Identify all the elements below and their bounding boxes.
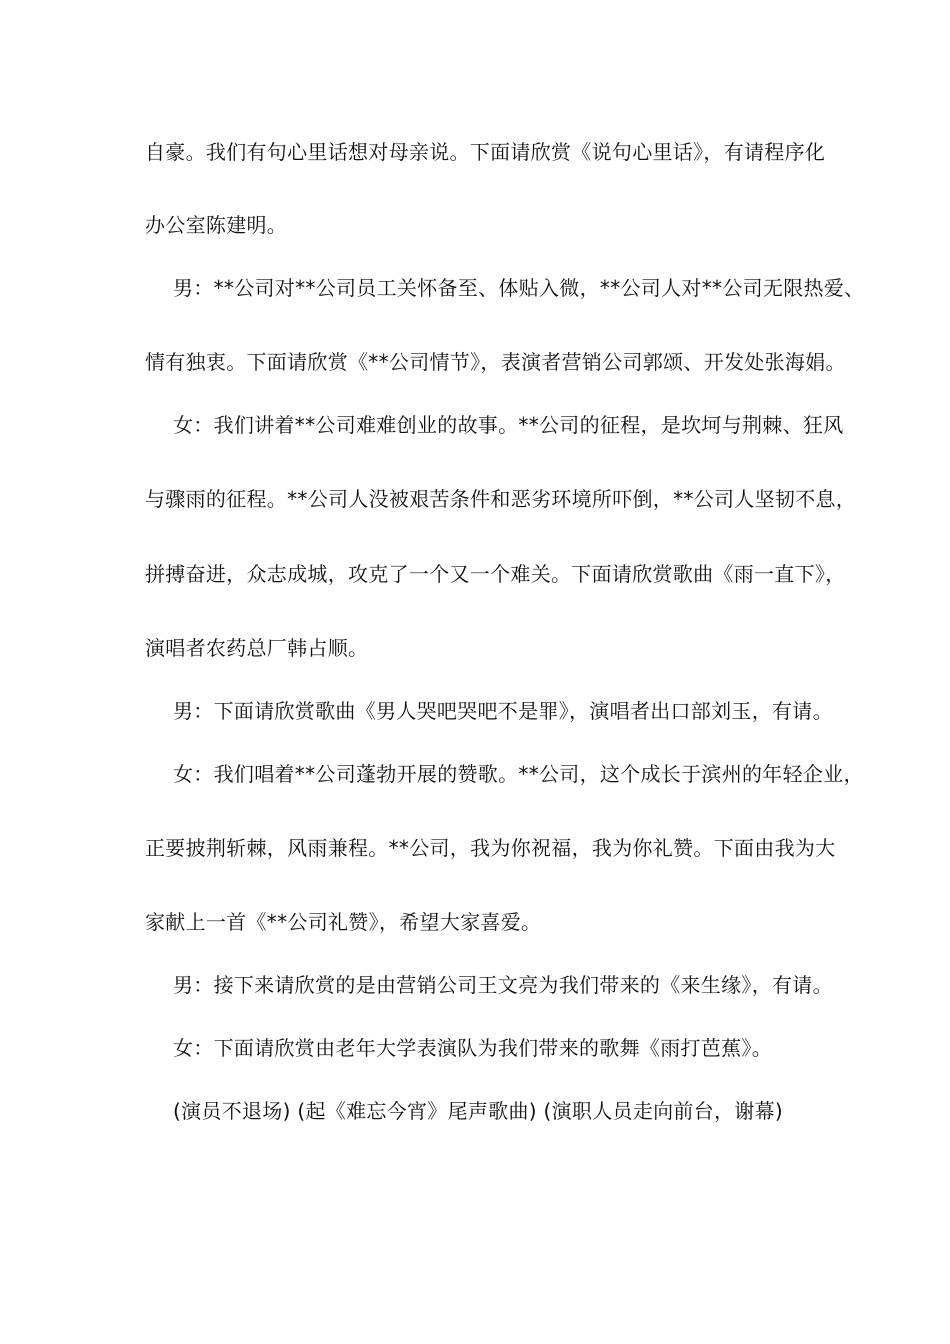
text-line: 女：下面请欣赏由老年大学表演队为我们带来的歌舞《雨打芭蕉》。 <box>173 1036 772 1060</box>
text-line: 演唱者农药总厂韩占顺。 <box>145 636 369 660</box>
text-line: 自豪。我们有句心里话想对母亲说。下面请欣赏《说句心里话》，有请程序化 <box>145 140 826 164</box>
text-line: 办公室陈建明。 <box>145 213 288 237</box>
text-line: 情有独衷。下面请欣赏《**公司情节》，表演者营销公司郭颂、开发处张海娟。 <box>145 350 846 374</box>
text-line: 男：接下来请欣赏的是由营销公司王文亮为我们带来的《来生缘》，有请。 <box>173 973 833 997</box>
text-line: 家献上一首《**公司礼赞》，希望大家喜爱。 <box>145 910 542 934</box>
text-line: 男：下面请欣赏歌曲《男人哭吧哭吧不是罪》，演唱者出口部刘玉，有请。 <box>173 699 833 723</box>
text-line: 男：**公司对**公司员工关怀备至、体贴入微，**公司人对**公司无限热爱、 <box>173 276 865 300</box>
text-line: 拼搏奋进，众志成城，攻克了一个又一个难关。下面请欣赏歌曲《雨一直下》， <box>145 562 846 586</box>
text-line: (演员不退场) (起《难忘今宵》尾声歌曲) (演职人员走向前台，谢幕) <box>173 1099 784 1123</box>
text-line: 正要披荆斩棘，风雨兼程。**公司，我为你祝福，我为你礼赞。下面由我为大 <box>145 836 836 860</box>
text-line: 女：我们讲着**公司难难创业的故事。**公司的征程，是坎坷与荆棘、狂风 <box>173 413 844 437</box>
text-line: 女：我们唱着**公司蓬勃开展的赞歌。**公司，这个成长于滨州的年轻企业， <box>173 762 864 786</box>
text-line: 与骤雨的征程。**公司人没被艰苦条件和恶劣环境所吓倒，**公司人坚韧不息， <box>145 487 857 511</box>
